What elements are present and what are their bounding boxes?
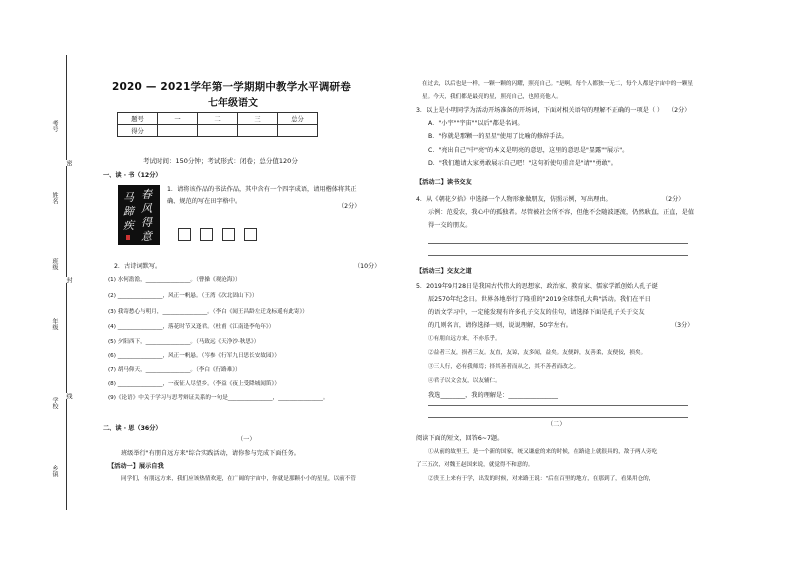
question-3: 3．以上是小明同学为活动开场准备的开场词，下面对相关语句的理解不正确的一项是（ ） xyxy=(416,107,664,114)
question-3-score: （2分） xyxy=(668,107,691,114)
choice-answer-line[interactable]: 我选________，我的理解是：________________ xyxy=(428,392,558,399)
question-5-line: 的语文学习中，一定能发现有许多孔子交友的佳句，请选择下面是孔子关于交友 xyxy=(428,309,645,316)
passage-line: ①从前的故里王，是一个新的国家，统又谦虚的来的时候，在路途上就很具的，敌于两人旁吃 xyxy=(428,449,658,455)
score-table-header-row xyxy=(118,113,318,125)
score-cell[interactable] xyxy=(278,125,318,137)
recite-line: (1) 水何澹澹，________________。（曹操《观沧海》） xyxy=(108,277,241,283)
question-4-score: （2分） xyxy=(662,196,685,203)
activity-1-text: 同学们，有朋远方来，我们应该热情欢迎，在广阔的宇宙中，你就是那颗小小的星星，以前不管 xyxy=(121,476,356,482)
recite-line: (7) 胡马仰天，________________。（李白《行路难》） xyxy=(108,367,241,373)
question-4: 4．从《朝花夕拾》中选择一个人物形象做朋友，仿照示例，写出理由。 xyxy=(416,196,612,203)
recite-line: (4) ________________，落花时节又逢君。（杜甫《江南逢李龟年》） xyxy=(108,324,275,330)
activity-1-heading: 【活动一】展示自我 xyxy=(108,463,164,470)
recite-line: (5) 夕阳西下，________________。（马致远《天净沙·秋思》） xyxy=(108,339,260,345)
recite-line: (9)《论语》中关于学习与思考辩证关系的一句是________________，________________。 xyxy=(108,395,329,401)
question-3-option[interactable]: A．"小宇""宇宙""以后"都是名词。 xyxy=(428,120,524,127)
question-2: 2．古诗词默写。 xyxy=(114,263,162,270)
answer-line[interactable] xyxy=(428,243,688,244)
calligraphy-char: 风 xyxy=(141,202,152,215)
class-label: 班级 xyxy=(51,258,58,270)
section-2-heading: 二、读 · 思（36分） xyxy=(103,425,162,432)
calligraphy-char: 春 xyxy=(141,188,152,201)
calligraphy-image xyxy=(118,185,160,245)
question-5-line: 的几则名言，请你选择一则，说说理解，50字左右。 xyxy=(428,322,572,329)
question-5-line: 辰2570年纪念日。世界各地举行了隆重的"2019全球祭孔大典"活动。我们在平日 xyxy=(428,296,651,303)
seal-stamp xyxy=(126,235,130,240)
calligraphy-char: 疾 xyxy=(123,219,134,232)
question-3-option[interactable]: C．"亮出自己"中"亮"的本义是明亮的意思，这里的意思是"显露""展示"。 xyxy=(428,147,629,154)
seal-mark-1: 密 xyxy=(65,160,72,166)
reading-instruction: 阅读下面的短文，回答6~7题。 xyxy=(416,435,504,442)
score-cell[interactable] xyxy=(198,125,238,137)
score-cell: 总分 xyxy=(278,113,318,125)
question-5-score: （3分） xyxy=(671,322,694,329)
passage-line: ②贵王上来有于学，出发的时候，对来路王说："后在百里的地方，在那到了，看果用仓的， xyxy=(428,476,655,482)
answer-line[interactable] xyxy=(428,417,688,418)
score-cell[interactable] xyxy=(158,125,198,137)
calligraphy-char: 意 xyxy=(141,230,152,243)
recite-line: (6) ________________，风正一帆悬。（岑参《行军九日思长安故园》） xyxy=(108,353,280,359)
confucius-quote: ①有朋自远方来，不亦乐乎。 xyxy=(428,336,501,342)
section-1-heading: 一、读 · 书（12分） xyxy=(103,172,162,179)
question-1-line-2: 确、规范的写在田字格中。 xyxy=(167,198,242,205)
question-3-option[interactable]: B．"你就是那颗一的星星"使用了比喻的修辞手法。 xyxy=(428,133,568,140)
question-2-score: （10分） xyxy=(354,263,381,270)
school-label: 学校 xyxy=(51,397,58,409)
activity-2-heading: 【活动二】读书交友 xyxy=(416,179,472,186)
question-4-example-2: 得一交的朋友。 xyxy=(428,222,472,229)
calligraphy-char: 马 xyxy=(123,191,134,204)
grid-box-3[interactable] xyxy=(222,228,235,241)
answer-line[interactable] xyxy=(428,255,688,256)
grade-label: 年级 xyxy=(51,318,58,330)
exam-title: 2020 — 2021学年第一学期期中教学水平调研卷 xyxy=(112,81,351,93)
grid-box-2[interactable] xyxy=(200,228,213,241)
question-1-score: （2分） xyxy=(338,203,361,210)
score-table xyxy=(117,112,318,137)
answer-line[interactable] xyxy=(428,405,688,406)
score-cell: 得分 xyxy=(118,125,158,137)
score-table-score-row xyxy=(118,125,318,137)
passage-line: 了三五次，对魏王赵国来说，就觉得不和意的。 xyxy=(416,462,534,468)
exam-number-label: 考号 xyxy=(51,120,58,132)
score-cell: 一 xyxy=(158,113,198,125)
question-1-line-1: 1．请将该作品的书法作品，其中含有一个四字成语，请用楷体将其正 xyxy=(167,186,357,193)
score-cell: 二 xyxy=(198,113,238,125)
score-cell: 题号 xyxy=(118,113,158,125)
confucius-quote: ④君子以文会友，以友辅仁。 xyxy=(428,378,501,384)
question-3-option[interactable]: D．"我们邀请大家勇敢展示自己吧！"这句祈使句重音是"请""勇敢"。 xyxy=(428,160,617,167)
seal-mark-2: 封 xyxy=(65,277,72,283)
activity-3-heading: 【活动三】交友之道 xyxy=(416,268,472,275)
name-label: 姓名 xyxy=(51,192,58,204)
recite-line: (3) 我寄愁心与明月，________________。（李白《闻王昌龄左迁龙标遥有此寄》） xyxy=(108,309,308,315)
calligraphy-char: 蹄 xyxy=(123,205,134,218)
opening-speech-text: 在过去，以后也是一样，一颗一颗的闪耀，照亮自己。"是啊，每个人都独一无二，每个人都是宇宙中的一颗星星。今天，我们都是最亮的星，照亮自己，也照亮他人。 xyxy=(422,81,694,100)
confucius-quote: ③三人行，必有我师焉；择其善者而从之，其不善者而改之。 xyxy=(428,364,580,370)
recite-line: (2) ________________，风正一帆悬。（王湾《次北固山下》） xyxy=(108,293,258,299)
question-4-example-1: 示例：范爱农，我心中的孤独者。尽管被社会所不容，但他不会随波逐流，仍然耿直，正直，是值 xyxy=(428,209,695,216)
grid-box-4[interactable] xyxy=(244,228,257,241)
question-5-line: 5．2019年9月28日是我国古代伟大的思想家、政治家、教育家、儒家学派创始人孔子诞 xyxy=(416,283,658,290)
score-cell[interactable] xyxy=(238,125,278,137)
recite-line: (8) ________________，一夜征人尽望乡。（李益《夜上受降城闻笛》） xyxy=(108,381,280,387)
seal-mark-3: 线 xyxy=(65,393,72,399)
town-label: 乡镇 xyxy=(51,465,58,477)
exam-subtitle: 七年级语文 xyxy=(208,98,258,109)
confucius-quote: ②益者三友，损者三友。友直，友谅，友多闻，益矣。友便辟，友善柔，友便佞，损矣。 xyxy=(428,350,647,356)
part-1-heading: （一） xyxy=(237,436,256,443)
exam-info: 考试时间：150分钟；考试形式：闭卷；总分值120分 xyxy=(143,157,298,165)
part-2-heading: （二） xyxy=(547,421,566,428)
activity-intro: 班级举行"有朋自远方来"综合实践活动，请你参与完成下面任务。 xyxy=(121,450,300,457)
calligraphy-char: 得 xyxy=(141,216,152,229)
score-cell: 三 xyxy=(238,113,278,125)
grid-box-1[interactable] xyxy=(178,228,191,241)
